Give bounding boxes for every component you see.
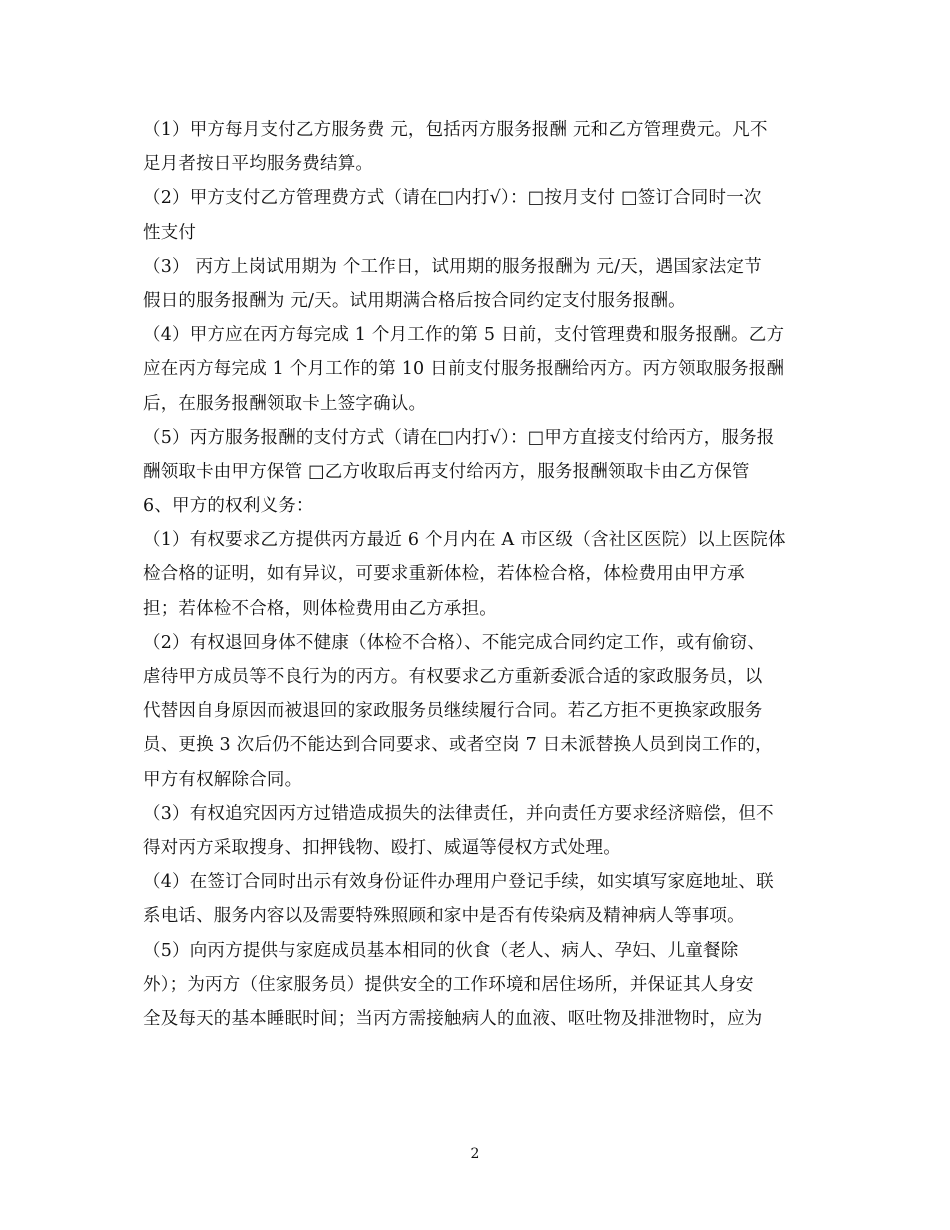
document-body xyxy=(143,113,811,1036)
text-line: 得对丙方采取搜身、扣押钱物、殴打、威逼等侵权方式处理。 xyxy=(143,837,621,858)
text-line: 应在丙方每完成 1 个月工作的第 10 日前支付服务报酬给丙方。丙方领取服务报酬 xyxy=(143,359,785,380)
text-line: 系电话、服务内容以及需要特殊照顾和家中是否有传染病及精神病人等事项。 xyxy=(143,906,745,927)
text-line: （4）甲方应在丙方每完成 1 个月工作的第 5 日前，支付管理费和服务报酬。乙方 xyxy=(143,325,785,346)
text-line: 足月者按日平均服务费结算。 xyxy=(143,154,374,175)
text-line: （3） 丙方上岗试用期为 个工作日，试用期的服务报酬为 元/天，遇国家法定节 xyxy=(143,256,762,277)
text-line: （1）有权要求乙方提供丙方最近 6 个月内在 A 市区级（含社区医院）以上医院体 xyxy=(143,530,786,551)
text-line: 检合格的证明，如有异议，可要求重新体检，若体检合格，体检费用由甲方承 xyxy=(143,564,745,585)
text-line: 酬领取卡由甲方保管 □乙方收取后再支付给丙方，服务报酬领取卡由乙方保管 xyxy=(143,461,750,482)
page-number: 2 xyxy=(470,1146,480,1162)
text-line: 虐待甲方成员等不良行为的丙方。有权要求乙方重新委派合适的家政服务员，以 xyxy=(143,667,763,687)
section-heading: 6、甲方的权利义务： xyxy=(143,496,314,517)
text-line: （3）有权追究因丙方过错造成损失的法律责任，并向责任方要求经济赔偿，但不 xyxy=(143,803,774,824)
text-line: （2）有权退回身体不健康（体检不合格）、不能完成合同约定工作，或有偷窃、 xyxy=(143,632,766,653)
text-line: 代替因自身原因而被退回的家政服务员继续履行合同。若乙方拒不更换家政服务 xyxy=(143,701,763,722)
text-line: （4）在签订合同时出示有效身份证件办理用户登记手续，如实填写家庭地址、联 xyxy=(143,872,774,893)
text-line: 员、更换 3 次后仍不能达到合同要求、或者空岗 7 日未派替换人员到岗工作的， xyxy=(143,735,773,756)
text-line: 担；若体检不合格，则体检费用由乙方承担。 xyxy=(143,598,497,619)
text-line: 全及每天的基本睡眠时间；当丙方需接触病人的血液、呕吐物及排泄物时，应为 xyxy=(143,1008,763,1029)
text-line: 后，在服务报酬领取卡上签字确认。 xyxy=(143,393,427,414)
text-line: 外）；为丙方（住家服务员）提供安全的工作环境和居住场所，并保证其人身安 xyxy=(143,974,754,995)
text-line: （2）甲方支付乙方管理费方式（请在□内打√）：□按月支付 □签订合同时一次 xyxy=(143,188,762,209)
text-line: （5）向丙方提供与家庭成员基本相同的伙食（老人、病人、孕妇、儿童餐除 xyxy=(143,940,739,961)
text-line: 甲方有权解除合同。 xyxy=(143,769,303,790)
text-line: （1）甲方每月支付乙方服务费 元，包括丙方服务报酬 元和乙方管理费元。凡不 xyxy=(143,120,768,140)
text-line: （5）丙方服务报酬的支付方式（请在□内打√）：□甲方直接支付给丙方，服务报 xyxy=(143,427,775,448)
text-line: 性支付 xyxy=(143,222,197,243)
text-line: 假日的服务报酬为 元/天。试用期满合格后按合同约定支付服务报酬。 xyxy=(143,290,686,311)
